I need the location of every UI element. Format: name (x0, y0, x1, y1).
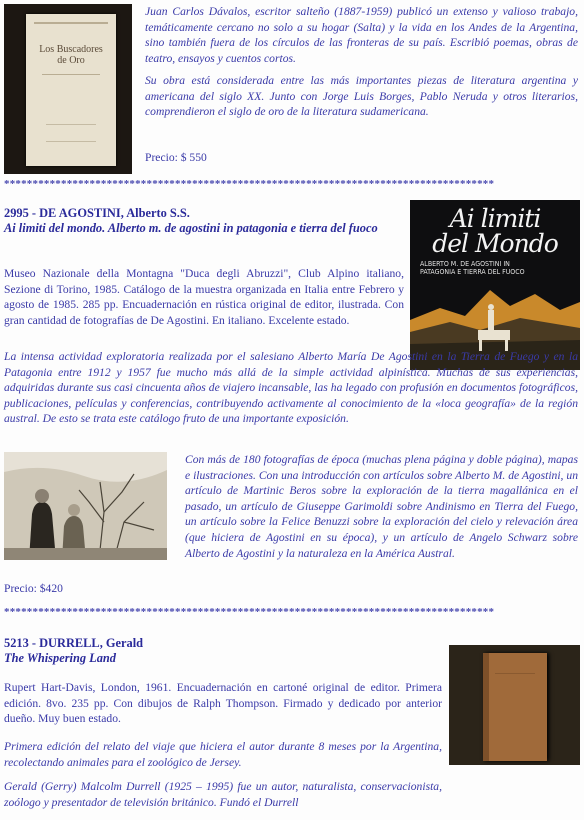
entry1-price: Precio: $ 550 (145, 151, 207, 164)
entry2-commentary: La intensa actividad exploratoria realizada por el salesiano Alberto María De Agostini en la Tierra de Fuego y en la Patagonia entre 1912 y 1957 fue mucho más allá de la simple actividad alpinística. Muchas de sus experiencias, adquiridas durante sus casi cincuenta años de viajero incansable, las ha legado con profusión en documentos fotográficos, publicaciones, películas y conferencias, contribuyendo activamente al conocimiento de la «loca geografía» de la región austral. De esto se trata este catálogo fruto de una importante exposición. (4, 350, 578, 426)
entry2-price: Precio: $420 (4, 582, 63, 595)
cover-title: Los Buscadores de Oro (39, 44, 103, 66)
entry2-contents: Con más de 180 fotografías de época (muchas plena página y doble página), mapas e ilustraciones. Con una introducción con artículos sobre Alberto M. de Agostini, un artículo de Martinic Beros sobre la exploración de la tierra magallánica en el pasado, un artículo de Giuseppe Garimoldi sobre Andinismo en Tierra del Fuego, un artículo sobre la Felice Benuzzi sobre la exploración del cielo y relevación área (que hiciera de Agostini en su época), y un artículo de Angelo Schwarz sobre Alberto de Agostini y la naturaleza en la América Austral. (185, 453, 578, 560)
entry3-commentary: Primera edición del relato del viaje que hiciera el autor durante 8 meses por la Argentina, recolectando animales para el zoológico de Jersey. (4, 740, 442, 769)
entry2-heading: 2995 - DE AGOSTINI, Alberto S.S. (4, 206, 190, 220)
cover-title: Ai limiti del Mondo (432, 204, 558, 258)
entry2-title: Ai limiti del mondo. Alberto m. de agostini in patagonia e tierra del fuoco (4, 221, 378, 235)
historic-photo-expedition (4, 452, 167, 560)
book-cover-ai-limiti-del-mondo (410, 200, 580, 370)
cover-subtitle: ALBERTO M. DE AGOSTINI IN PATAGONIA E TIERRA DEL FUOCO (420, 260, 525, 276)
book-cover-los-buscadores-de-oro (4, 4, 132, 174)
entry3-description: Rupert Hart-Davis, London, 1961. Encuadernación en cartoné original de editor. Primera edición. 8vo. 235 pp. Con dibujos de Ralph Thompson. Firmado y dedicado por anterior dueño. Muy buen estado. (4, 681, 442, 726)
entry1-note: Su obra está considerada entre las más importantes piezas de literatura argentina y americana del siglo XX. Junto con Jorge Luis Borges, Pablo Neruda y otros literarios, comprendieron el siglo de oro de la literatura sudamericana. (145, 74, 578, 119)
book-cover-the-whispering-land (449, 645, 580, 765)
separator-2: ************************************************************************************** (4, 606, 495, 618)
entry3-bio: Gerald (Gerry) Malcolm Durrell (1925 – 1995) fue un autor, naturalista, conservacionista, zoólogo y presentador de televisión británico. Fundó el Durrell (4, 780, 442, 809)
separator-1: ************************************************************************************** (4, 178, 495, 190)
entry2-description: Museo Nazionale della Montagna "Duca degli Abruzzi", Club Alpino italiano, Sezione di Torino, 1985. Catálogo de la muestra organizada en Italia entre Febrero y agosto de 1985. 285 pp. Encuadernación en rústica original de editor, ilustrada. Con gran cantidad de fotografías de De Agostini. En italiano. Excelente estado. (4, 267, 404, 327)
entry3-title: The Whispering Land (4, 651, 116, 665)
entry1-bio: Juan Carlos Dávalos, escritor salteño (1887-1959) publicó un extenso y valioso trabajo, temáticamente cercano no solo a su hogar (Salta) y la vida en los Andes de la Argentina, sino también fuera de los círculos de las fronteras de su país. Escribió poemas, obras de teatro, ensayos y cuentos cortos. (145, 5, 578, 65)
entry3-heading: 5213 - DURRELL, Gerald (4, 636, 144, 650)
